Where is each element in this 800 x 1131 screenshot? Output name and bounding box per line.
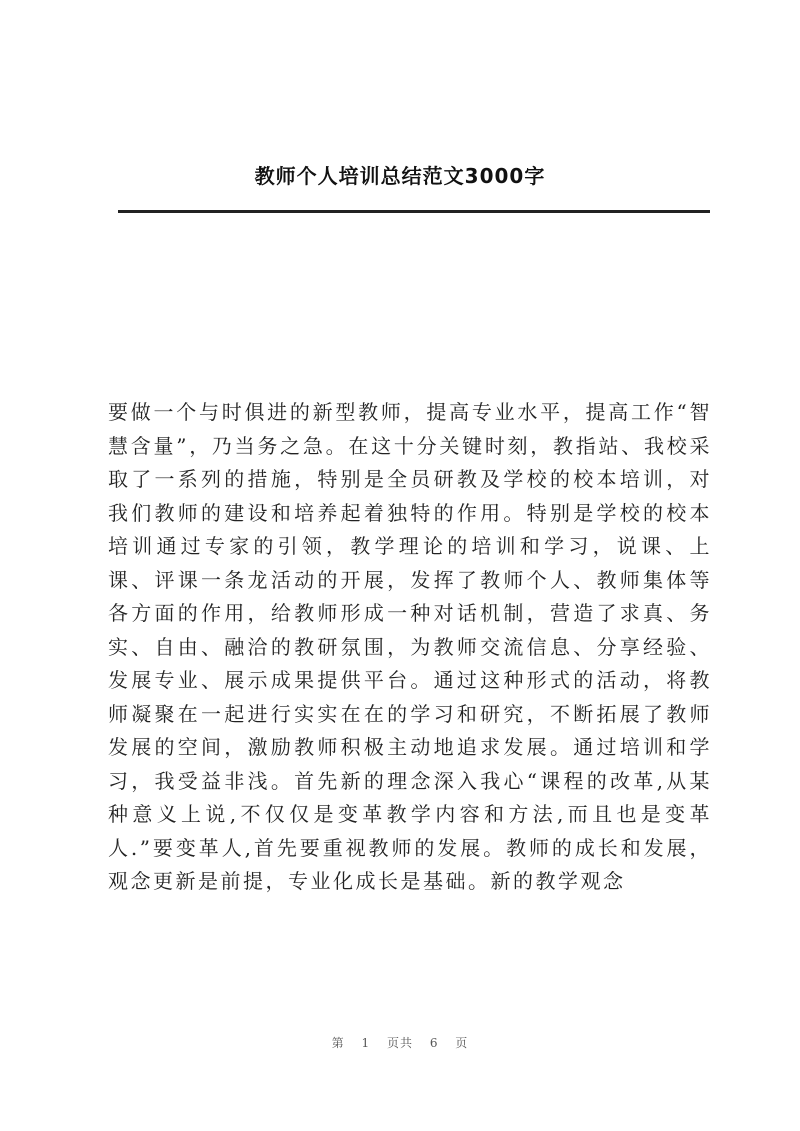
page-label-middle: 页共 [386, 1036, 413, 1050]
document-title: 教师个人培训总结范文3000字 [254, 164, 546, 188]
page-label-prefix: 第 [331, 1036, 345, 1050]
body-paragraph: 要做一个与时俱进的新型教师，提高专业水平，提高工作“智慧含量”，乃当务之急。在这十分关键时刻，教指站、我校采取了一系列的措施，特别是全员研教及学校的校本培训，对我们教师的建设和培养起着独特的作用。特别是学校的校本培训通过专家的引领，教学理论的培训和学习，说课、上课、评课一条龙活动的开展，发挥了教师个人、教师集体等各方面的作用，给教师形成一种对话机制，营造了求真、务实、自由、融洽的教研氛围，为教师交流信息、分享经验、发展专业、展示成果提供平台。通过这种形式的活动，将教师凝聚在一起进行实实在在的学习和研究，不断拓展了教师发展的空间，激励教师积极主动地追求发展。通过培训和学习，我受益非浅。首先新的理念深入我心“课程的改革,从某种意义上说,不仅仅是变革教学内容和方法,而且也是变革人.”要变革人,首先要重视教师的发展。教师的成长和发展，观念更新是前提，专业化成长是基础。新的教学观念 [108, 400, 712, 893]
page-label-suffix: 页 [455, 1036, 469, 1050]
title-divider [118, 210, 710, 213]
page-number-total: 6 [429, 1036, 439, 1050]
page-number-current: 1 [361, 1036, 371, 1050]
page-footer [0, 1034, 800, 1051]
